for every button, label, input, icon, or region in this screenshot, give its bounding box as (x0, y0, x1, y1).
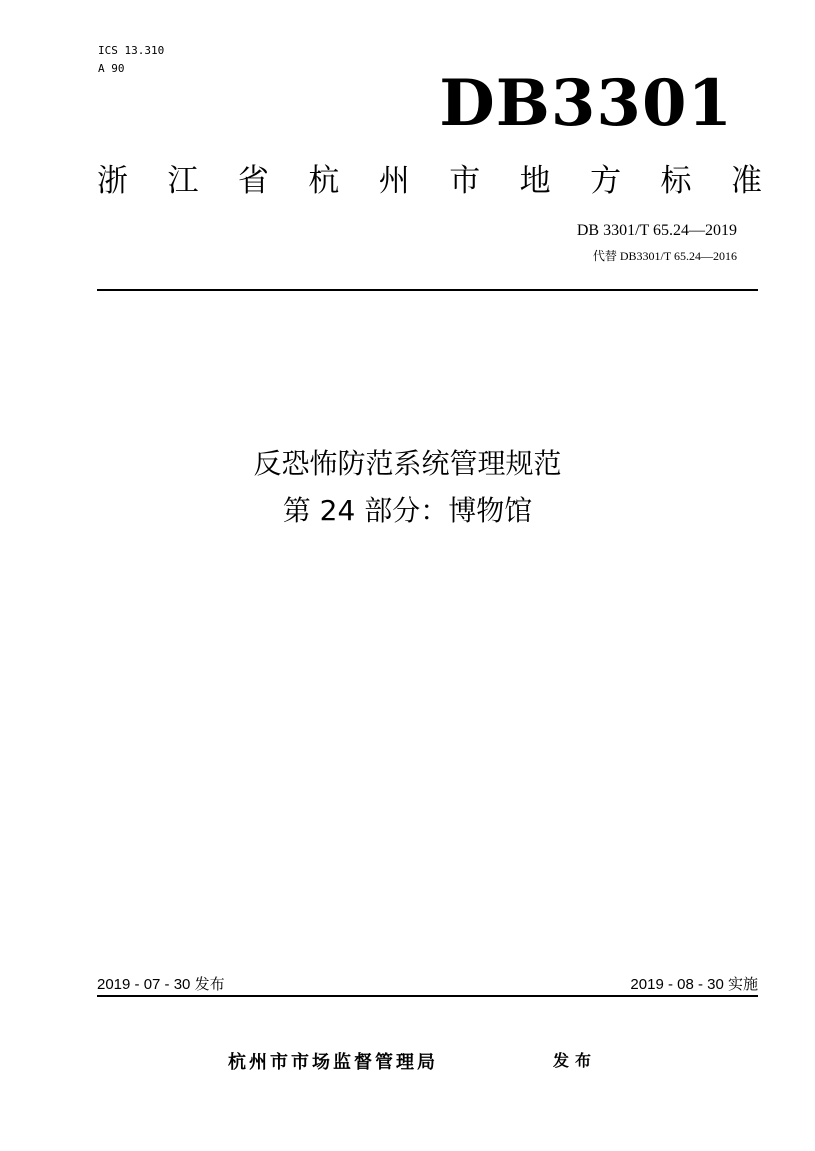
standard-name-char: 浙 (97, 162, 128, 199)
standard-name-char: 州 (378, 162, 410, 199)
standard-name-char: 省 (237, 162, 269, 199)
classification-codes (98, 42, 164, 78)
standard-name-char: 标 (660, 162, 692, 199)
issue-date: 2019 - 07 - 30 发布 (97, 976, 225, 993)
footer-divider (97, 995, 758, 997)
standard-name-char: 江 (167, 162, 199, 199)
standard-type-name (97, 152, 762, 202)
standard-name-char: 杭 (308, 162, 340, 199)
implement-date: 2019 - 08 - 30 实施 (630, 976, 758, 993)
ccs-code: A 90 (98, 62, 125, 75)
publisher-name: 杭州市市场监督管理局 (228, 1052, 438, 1073)
replaces-standard: 代替 DB3301/T 65.24—2016 (592, 249, 737, 263)
ics-code: ICS 13.310 (98, 44, 165, 57)
document-subtitle: 第 24 部分：博物馆 (282, 494, 533, 527)
db-code-logo: DB3301 (439, 66, 733, 141)
header-divider (97, 289, 758, 291)
standard-number: DB 3301/T 65.24—2019 (576, 222, 737, 239)
standard-name-char: 准 (730, 162, 762, 199)
standard-name-char: 地 (519, 162, 551, 199)
standard-name-char: 方 (590, 162, 622, 199)
publish-label: 发布 (553, 1051, 598, 1070)
dates-row (97, 975, 758, 995)
document-title: 反恐怖防范系统管理规范 (253, 447, 562, 480)
standard-name-char: 市 (449, 162, 481, 199)
